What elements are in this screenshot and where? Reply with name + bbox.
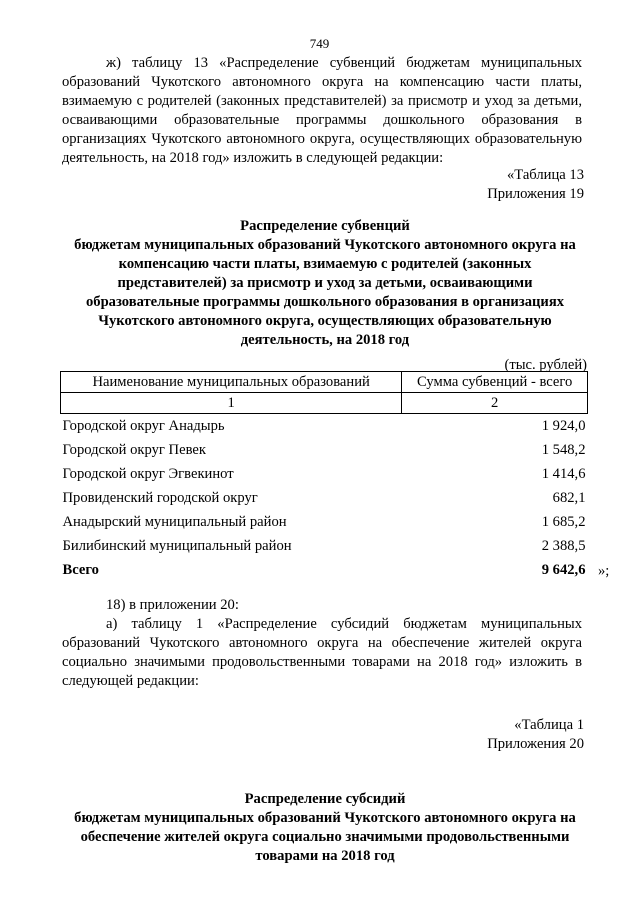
row-value: 2 388,5 [541,537,586,554]
table13-title-line6: Чукотского автономного округа, осуществляющих образовательную [98,313,552,329]
table-row [61,414,588,439]
table1-title [40,790,610,866]
page-number: 749 [309,36,330,51]
table-row [61,534,588,558]
subvention-table [60,371,588,582]
row-value: 1 685,2 [541,513,586,530]
table13-title-line5: образовательные программы дошкольного образования в организациях [85,294,565,310]
units-label: (тыс. рублей) [504,357,587,373]
table13-reference [487,166,584,204]
table13-title [40,217,610,350]
column-number-2: 2 [402,393,588,414]
item-a-paragraph: а) таблицу 1 «Распределение субсидий бюджетам муниципальных образований Чукотского автономного округа на обеспечение жителей округа социально значимыми продовольственными товарами на 2018 год» изложить в следующей редакции: [62,616,582,689]
row-value: 1 548,2 [541,441,586,458]
table1-title-line4: товарами на 2018 год [255,848,395,864]
table1-title-line1: Распределение субсидий [244,791,406,807]
row-name: Городской округ Певек [62,441,206,458]
row-name: Провиденский городской округ [62,489,258,506]
table13-title-line1: Распределение субвенций [240,218,410,234]
table-row [61,438,588,462]
table1-ref-line2: Приложения 20 [487,736,584,752]
table-row [61,486,588,510]
item-18-paragraph: 18) в приложении 20: [106,597,239,613]
table-closing-quote: »; [598,563,610,579]
table-row [61,462,588,486]
table1-reference [487,716,584,754]
table13-title-line4: представителей) за присмотр и уход за детьми, осваивающими [117,275,533,291]
table1-title-line3: обеспечение жителей округа социально значимыми продовольственными [80,829,570,845]
row-name: Городской округ Анадырь [62,417,225,434]
row-name: Анадырский муниципальный район [62,513,287,530]
table13-ref-line1: «Таблица 13 [506,167,584,183]
table-row [61,510,588,534]
row-name: Билибинский муниципальный район [62,537,292,554]
table-header-row [61,372,588,393]
table-colnum-row [61,393,588,414]
column-header-name: Наименование муниципальных образований [61,372,402,393]
column-header-sum: Сумма субвенций - всего [402,372,588,393]
total-label: Всего [62,561,99,578]
total-value: 9 642,6 [541,561,586,578]
column-number-1: 1 [61,393,402,414]
row-value: 1 414,6 [541,465,586,482]
row-value: 1 924,0 [541,417,586,434]
table1-title-line2: бюджетам муниципальных образований Чукотского автономного округа на [74,810,576,826]
row-value: 682,1 [552,489,586,506]
table1-ref-line1: «Таблица 1 [514,717,584,733]
intro-paragraph: ж) таблицу 13 «Распределение субвенций бюджетам муниципальных образований Чукотского автономного округа на компенсацию части платы, взимаемую с родителей (законных представителей) за присмотр и уход за детьми, осваивающими образовательные программы дошкольного образования в организациях Чукотского автономного округа, осуществляющих образовательную деятельность, на 2018 год» изложить в следующей редакции: [62,55,582,166]
table13-title-line7: деятельность, на 2018 год [240,332,410,348]
table13-title-line2: бюджетам муниципальных образований Чукотского автономного округа на [74,237,576,253]
table13-title-line3: компенсацию части платы, взимаемую с родителей (законных [118,256,532,272]
table13-ref-line2: Приложения 19 [487,186,584,202]
row-name: Городской округ Эгвекинот [62,465,234,482]
table-total-row [61,558,588,582]
